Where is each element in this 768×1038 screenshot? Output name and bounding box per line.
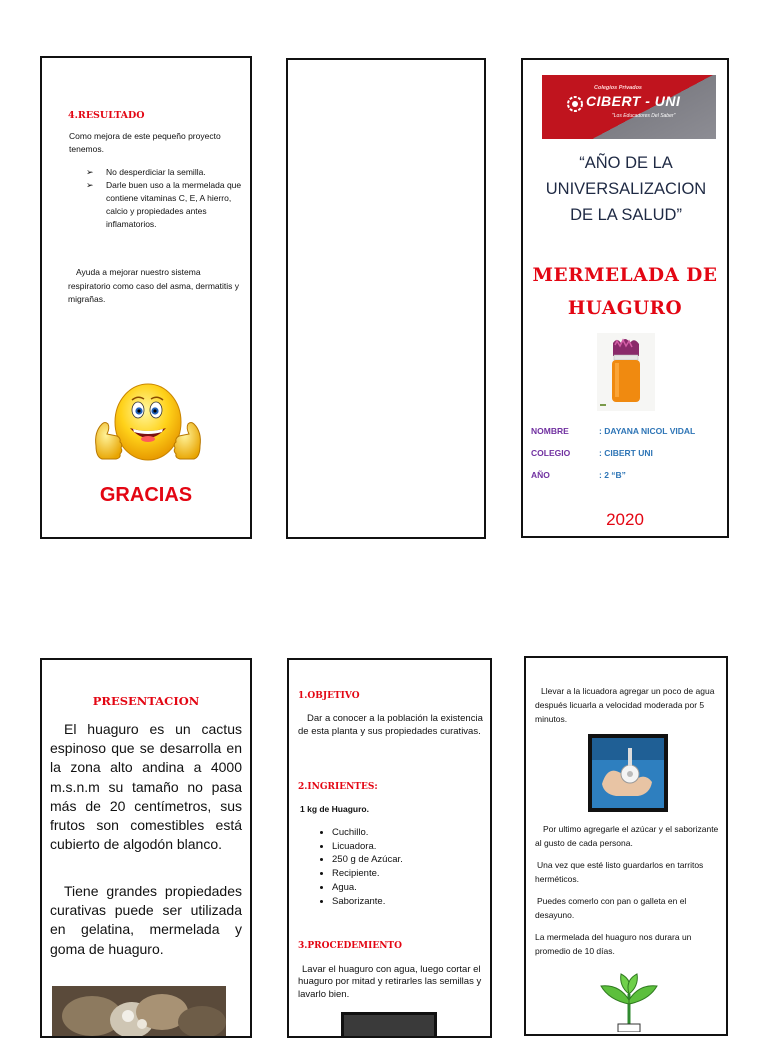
procedimiento-text: Lavar el huaguro con agua, luego cortar el huaguro por mitad y retirarles las semillas y lavarlo bien.: [298, 964, 482, 1000]
panel-cover: [521, 58, 729, 538]
list-item: • Agua.: [332, 881, 492, 895]
cover-title-line1: MERMELADA DE: [532, 265, 718, 286]
preparacion-p4: Puedes comerlo con pan o galleta en el desayuno.: [535, 896, 687, 920]
procedimiento-title: 3.PROCEDEMIENTO: [298, 941, 402, 951]
resultado-list: [76, 166, 252, 231]
ingredientes-list: [298, 826, 492, 908]
preparacion-p3: Una vez que esté listo guardarlos en tarritos herméticos.: [535, 860, 704, 884]
preparacion-p2: Por ultimo agregarle el azúcar y el saborizante al gusto de cada persona.: [535, 824, 719, 848]
list-item: • Cuchillo.: [332, 826, 492, 840]
objetivo-text: Dar a conocer a la población la existencia de esta planta y sus propiedades curativas.: [298, 713, 483, 737]
list-item: • Saborizante.: [332, 895, 492, 909]
list-item: ➢ Darle buen uso a la mermelada que contiene vitaminas C, E, A hierro, calcio y propiedades antes inflamatorios.: [76, 179, 252, 231]
info-row-nombre: [531, 420, 727, 442]
preparacion-p5: La mermelada del huaguro nos durara un promedio de 10 días.: [535, 932, 692, 956]
list-item: • 250 g de Azúcar.: [332, 853, 492, 867]
preparacion-p1: Llevar a la licuadora agregar un poco de agua después licuarla a velocidad moderada por 5 minutos.: [535, 686, 715, 724]
gracias-text: GRACIAS: [99, 484, 193, 506]
school-logo: [542, 75, 716, 139]
presentacion-p2: Tiene grandes propiedades curativas puede ser utilizada en gelatina, mermelada y goma de huaguro.: [50, 883, 242, 957]
cactus-photo: [52, 986, 226, 1036]
ingredientes-main: 1 kg de Huaguro.: [300, 804, 369, 814]
panel-instrucciones: [287, 658, 492, 1038]
info-row-colegio: [531, 442, 727, 464]
panel-presentacion: [40, 658, 252, 1038]
blender-photo: [588, 734, 668, 812]
info-label: NOMBRE: [531, 426, 569, 436]
logo-slogan: "Los Educadores Del Saber": [612, 113, 676, 119]
cover-title-line2: HUAGURO: [567, 298, 683, 319]
cover-year: 2020: [606, 510, 644, 529]
logo-name: CIBERT - UNI: [586, 93, 681, 109]
info-label: AÑO: [531, 470, 550, 480]
resultado-intro: Como mejora de este pequeño proyecto tenemos.: [69, 131, 221, 154]
info-value: : 2 “B”: [599, 470, 626, 480]
resultado-title: 4.RESULTADO: [68, 110, 145, 121]
logo-small-text: Colegios Privados: [594, 85, 642, 91]
info-value: : DAYANA NICOL VIDAL: [599, 426, 696, 436]
info-row-ano: [531, 464, 727, 486]
year-title: “AÑO DE LA UNIVERSALIZACION DE LA SALUD”: [545, 154, 707, 224]
panel-blank: [286, 58, 486, 539]
ingredientes-title: 2.INGRIENTES:: [298, 782, 378, 792]
panel-resultado: [40, 56, 252, 539]
jam-jar-photo: [597, 333, 655, 411]
list-item: ➢ No desperdiciar la semilla.: [76, 166, 252, 179]
gear-logo-icon: [566, 95, 584, 113]
info-label: COLEGIO: [531, 448, 571, 458]
plant-icon: [596, 972, 662, 1032]
smiley-thumbs-up-icon: [90, 380, 206, 476]
list-item: • Licuadora.: [332, 840, 492, 854]
info-table: [531, 420, 727, 486]
resultado-paragraph: Ayuda a mejorar nuestro sistema respiratorio como caso del asma, dermatitis y migrañas.: [68, 267, 240, 304]
objetivo-title: 1.OBJETIVO: [298, 691, 360, 701]
presentacion-p1: El huaguro es un cactus espinoso que se desarrolla en la zona alto andina a 4000 m.s.n.m su tamaño no pasa más de 20 centímetros, sus frutos son comestibles está cubierto de algodón blanco.: [50, 721, 242, 853]
info-value: : CIBERT UNI: [599, 448, 653, 458]
procedure-photo: [341, 1012, 437, 1038]
presentacion-title: PRESENTACION: [92, 694, 200, 708]
panel-preparacion: [524, 656, 728, 1036]
list-item: • Recipiente.: [332, 867, 492, 881]
